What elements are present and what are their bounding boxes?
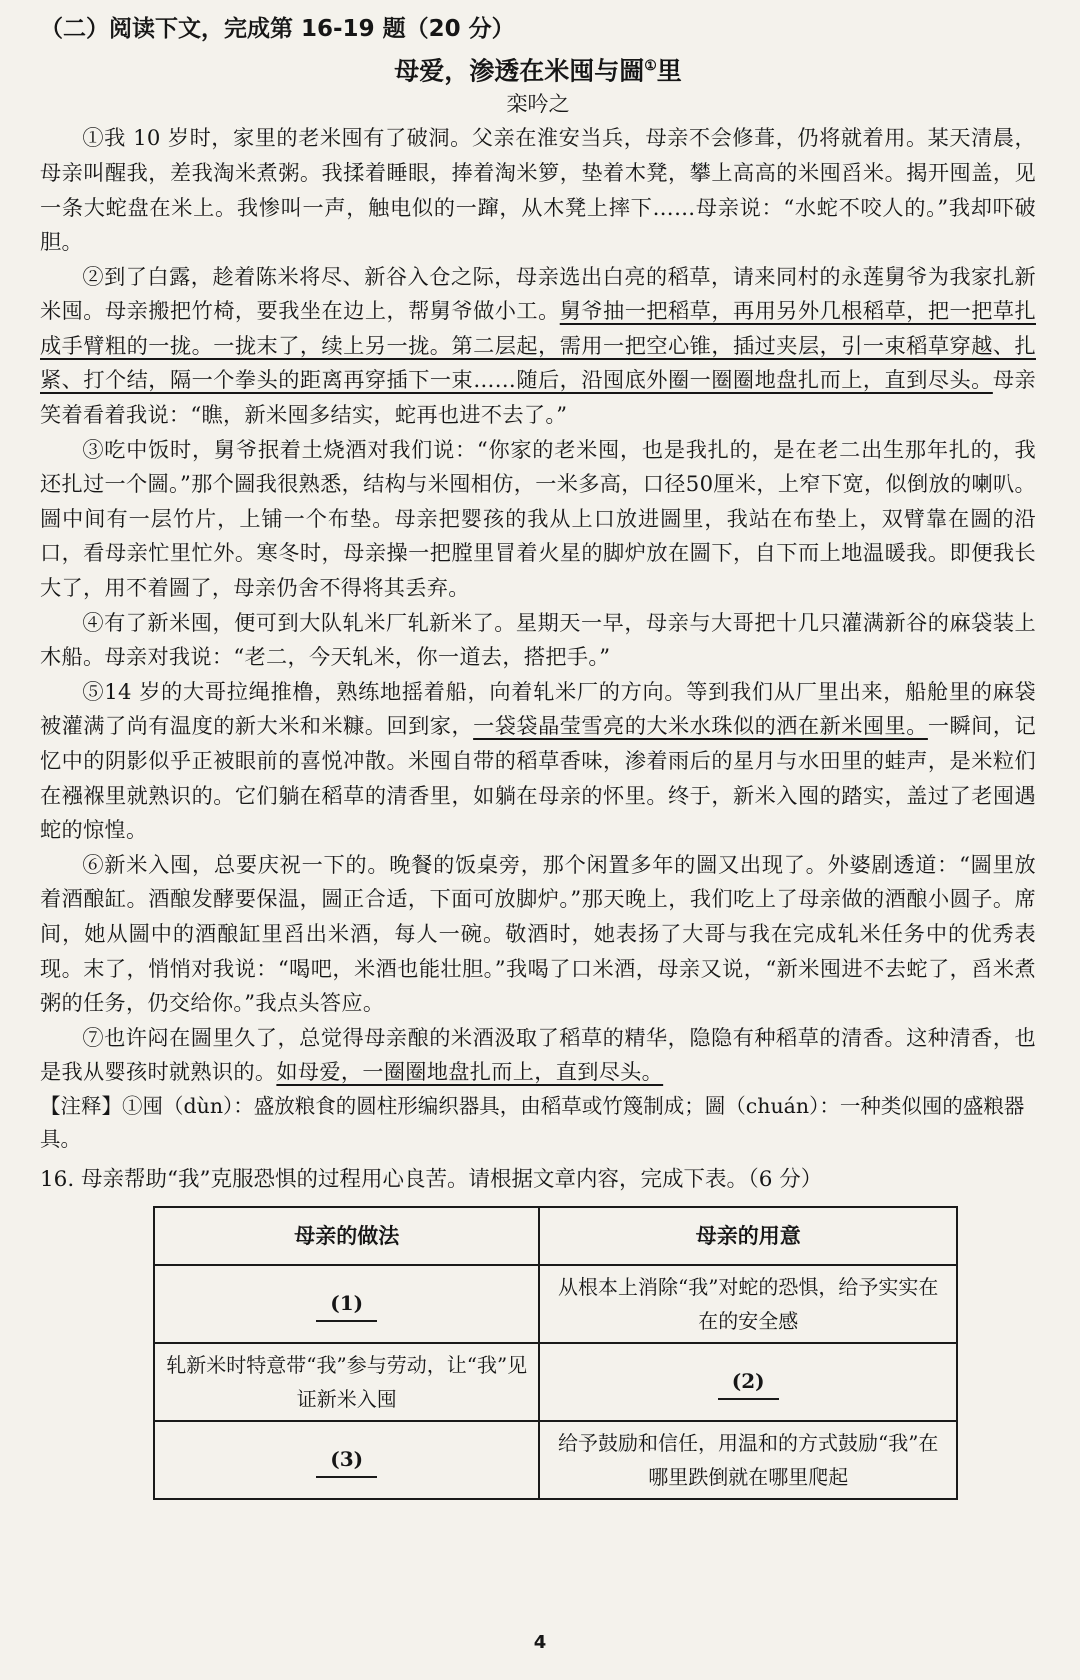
table-cell: 轧新米时特意带“我”参与劳动，让“我”见证新米入囤 — [154, 1343, 539, 1421]
paragraph-3: ③吃中饭时，舅爷抿着土烧酒对我们说：“你家的老米囤，也是我扎的，是在老二出生那年扎的，我还扎过一个圌。”那个圌我很熟悉，结构与米囤相仿，一米多高，口径50厘米，上窄下宽，似倒放的喇叭。圌中间有一层竹片，上铺一个布垫。母亲把婴孩的我从上口放进圌里，我站在布垫上，双臂靠在圌的沿口，看母亲忙里忙外。寒冬时，母亲操一把膛里冒着火星的脚炉放在圌下，自下而上地温暖我。即便我长大了，用不着圌了，母亲仍舍不得将其丢弃。 — [40, 436, 1036, 601]
blank-1[interactable]: (1) — [316, 1286, 377, 1322]
article-title — [40, 48, 1036, 89]
author: 栾吟之 — [506, 92, 570, 117]
paragraph-2-end: 母亲笑着看着我说：“瞧，新米囤多结实，蛇再也进不去了。” — [40, 367, 1036, 428]
blank-cell-2[interactable] — [539, 1343, 957, 1421]
paragraph-4: ④有了新米囤，便可到大队轧米厂轧新米了。星期天一早，母亲与大哥把十几只灌满新谷的麻袋装上木船。母亲对我说：“老二，今天轧米，你一道去，搭把手。” — [40, 609, 1036, 670]
paragraph-7-underlined: 如母爱，一圈圈地盘扎而上，直到尽头。 — [276, 1059, 664, 1085]
table-row — [154, 1421, 957, 1499]
table-row — [154, 1343, 957, 1421]
table-cell: 从根本上消除“我”对蛇的恐惧，给予实实在在的安全感 — [539, 1265, 957, 1343]
answer-table — [153, 1206, 958, 1500]
annotation-note: 【注释】①囤（dùn）：盛放粮食的圆柱形编织器具，由稻草或竹篾制成；圌（chuán）：一种类似囤的盛粮器具。 — [40, 1093, 1025, 1151]
paragraph-7-start: ⑦也许闷在圌里久了，总觉得母亲酿的米酒汲取了稻草的精华，隐隐有种稻草的清香。这种清香，也是我从婴孩时就熟识的。 — [40, 1024, 1036, 1085]
title-end: 里 — [656, 56, 682, 86]
table-cell: 给予鼓励和信任，用温和的方式鼓励“我”在哪里跌倒就在哪里爬起 — [539, 1421, 957, 1499]
paragraph-1: ①我 10 岁时，家里的老米囤有了破洞。父亲在淮安当兵，母亲不会修葺，仍将就着用。某天清晨，母亲叫醒我，差我淘米煮粥。我揉着睡眼，捧着淘米箩，垫着木凳，攀上高高的米囤舀米。揭开囤盖，见一条大蛇盘在米上。我惨叫一声，触电似的一蹿，从木凳上摔下……母亲说：“水蛇不咬人的。”我却吓破胆。 — [40, 125, 1036, 255]
paragraph-5-start: ⑤14 岁的大哥拉绳推橹，熟练地摇着船，向着轧米厂的方向。等到我们从厂里出来，船舱里的麻袋被灌满了尚有温度的新大米和米糠。回到家， — [40, 678, 1036, 739]
header-mother-action: 母亲的做法 — [154, 1207, 539, 1265]
header-mother-intention: 母亲的用意 — [539, 1207, 957, 1265]
question-16: 16. 母亲帮助“我”克服恐惧的过程用心良苦。请根据文章内容，完成下表。（6 分） — [40, 1166, 823, 1192]
table-row — [154, 1265, 957, 1343]
paragraph-5 — [40, 675, 1036, 848]
paragraph-2 — [40, 260, 1036, 433]
paragraph-2-underlined: 舅爷抽一把稻草，再用另外几根稻草，把一把草扎成手臂粗的一拢。一拢末了，续上另一拢。第二层起，需用一把空心锥，插过夹层，引一束稻草穿越、扎紧、打个结，隔一个拳头的距离再穿插下一束……随后，沿囤底外圈一圈圈地盘扎而上，直到尽头。 — [40, 298, 1036, 393]
blank-2[interactable]: (2) — [718, 1364, 779, 1400]
paragraph-7 — [40, 1021, 1036, 1090]
paragraph-6: ⑥新米入囤，总要庆祝一下的。晚餐的饭桌旁，那个闲置多年的圌又出现了。外婆剧透道：“圌里放着酒酿缸。酒酿发酵要保温，圌正合适，下面可放脚炉。”那天晚上，我们吃上了母亲做的酒酿小圆子。席间，她从圌中的酒酿缸里舀出米酒，每人一碗。敬酒时，她表扬了大哥与我在完成轧米任务中的优秀表现。末了，悄悄对我说：“喝吧，米酒也能壮胆。”我喝了口米酒，母亲又说，“新米囤进不去蛇了，舀米煮粥的任务，仍交给你。”我点头答应。 — [40, 851, 1036, 1016]
paragraph-5-end: 一瞬间，记忆中的阴影似乎正被眼前的喜悦冲散。米囤自带的稻草香味，渗着雨后的星月与水田里的蛙声，是米粒们在襁褓里就熟识的。它们躺在稻草的清香里，如躺在母亲的怀里。终于，新米入囤的踏实，盖过了老囤遇蛇的惊惶。 — [40, 713, 1036, 843]
paragraph-2-start: ②到了白露，趁着陈米将尽、新谷入仓之际，母亲选出白亮的稻草，请来同村的永莲舅爷为我家扎新米囤。母亲搬把竹椅，要我坐在边上，帮舅爷做小工。 — [40, 263, 1036, 324]
paragraph-5-underlined: 一袋袋晶莹雪亮的大米水珠似的洒在新米囤里。 — [473, 713, 928, 739]
blank-cell-3[interactable] — [154, 1421, 539, 1499]
title-note-mark: ① — [644, 58, 657, 74]
title-main: 母爱，渗透在米囤与圌 — [394, 56, 645, 86]
page-number: 4 — [533, 1632, 547, 1653]
table-header-row — [154, 1207, 957, 1265]
blank-cell-1[interactable] — [154, 1265, 539, 1343]
section-heading: （二）阅读下文，完成第 16-19 题（20 分） — [40, 16, 515, 42]
blank-3[interactable]: (3) — [316, 1442, 377, 1478]
